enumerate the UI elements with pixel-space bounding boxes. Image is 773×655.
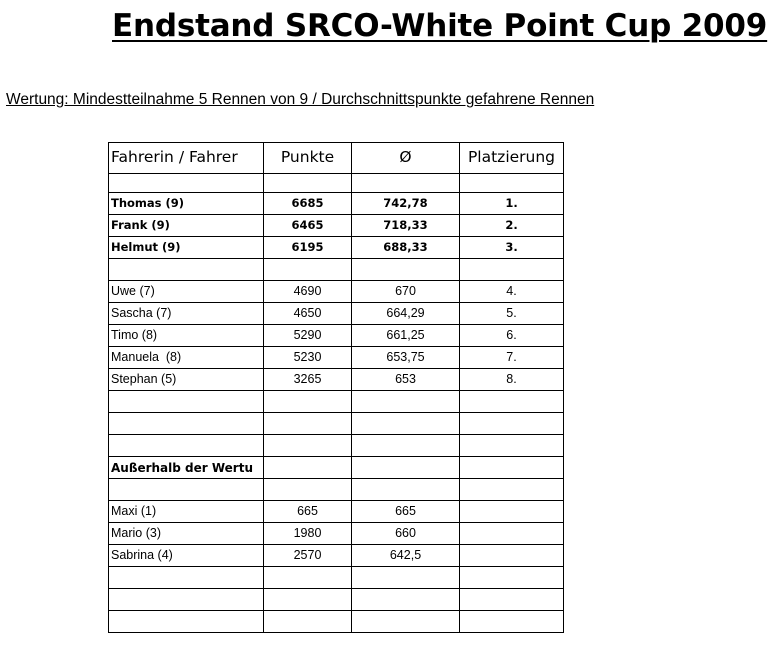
placement-value xyxy=(460,523,564,545)
placement-value xyxy=(460,545,564,567)
placement-value: 8. xyxy=(460,369,564,391)
points-value: 4650 xyxy=(264,303,352,325)
empty-cell xyxy=(460,174,564,193)
empty-cell xyxy=(264,589,352,611)
empty-row xyxy=(109,589,564,611)
empty-cell xyxy=(352,479,460,501)
average-value: 661,25 xyxy=(352,325,460,347)
placement-value xyxy=(460,501,564,523)
table-row xyxy=(109,347,564,369)
empty-row xyxy=(109,174,564,193)
placement-value: 7. xyxy=(460,347,564,369)
scoring-rule-subtitle: Wertung: Mindestteilnahme 5 Rennen von 9 / Durchschnittspunkte gefahrene Rennen xyxy=(6,91,595,108)
average-value: 665 xyxy=(352,501,460,523)
placement-value: 3. xyxy=(460,237,564,259)
driver-name: Stephan (5) xyxy=(109,369,264,391)
average-value: 653 xyxy=(352,369,460,391)
empty-cell xyxy=(264,174,352,193)
points-value: 5230 xyxy=(264,347,352,369)
header-average: Ø xyxy=(352,143,460,174)
points-value: 6195 xyxy=(264,237,352,259)
table-row xyxy=(109,523,564,545)
empty-cell xyxy=(109,435,264,457)
empty-cell xyxy=(109,611,264,633)
section-row xyxy=(109,457,564,479)
driver-name: Frank (9) xyxy=(109,215,264,237)
driver-name: Helmut (9) xyxy=(109,237,264,259)
empty-cell xyxy=(264,567,352,589)
empty-cell xyxy=(352,611,460,633)
table-row xyxy=(109,193,564,215)
empty-cell xyxy=(352,435,460,457)
empty-cell xyxy=(264,457,352,479)
empty-cell xyxy=(264,479,352,501)
driver-name: Thomas (9) xyxy=(109,193,264,215)
empty-cell xyxy=(352,391,460,413)
empty-cell xyxy=(352,259,460,281)
empty-cell xyxy=(460,413,564,435)
placement-value: 2. xyxy=(460,215,564,237)
empty-cell xyxy=(460,457,564,479)
page-title: Endstand SRCO-White Point Cup 2009 xyxy=(112,8,768,44)
points-value: 5290 xyxy=(264,325,352,347)
placement-value: 4. xyxy=(460,281,564,303)
empty-row xyxy=(109,413,564,435)
average-value: 664,29 xyxy=(352,303,460,325)
empty-cell xyxy=(264,413,352,435)
header-points: Punkte xyxy=(264,143,352,174)
driver-name: Sabrina (4) xyxy=(109,545,264,567)
points-value: 2570 xyxy=(264,545,352,567)
placement-value: 5. xyxy=(460,303,564,325)
driver-name: Uwe (7) xyxy=(109,281,264,303)
points-value: 3265 xyxy=(264,369,352,391)
empty-row xyxy=(109,435,564,457)
empty-row xyxy=(109,391,564,413)
empty-row xyxy=(109,479,564,501)
average-value: 642,5 xyxy=(352,545,460,567)
average-value: 653,75 xyxy=(352,347,460,369)
empty-cell xyxy=(109,413,264,435)
empty-cell xyxy=(352,589,460,611)
average-value: 660 xyxy=(352,523,460,545)
average-value: 718,33 xyxy=(352,215,460,237)
empty-cell xyxy=(264,391,352,413)
table-row xyxy=(109,501,564,523)
empty-cell xyxy=(109,391,264,413)
empty-cell xyxy=(109,174,264,193)
placement-value: 6. xyxy=(460,325,564,347)
points-value: 6685 xyxy=(264,193,352,215)
header-placement: Platzierung xyxy=(460,143,564,174)
average-value: 670 xyxy=(352,281,460,303)
empty-cell xyxy=(109,479,264,501)
driver-name: Maxi (1) xyxy=(109,501,264,523)
empty-cell xyxy=(352,174,460,193)
driver-name: Timo (8) xyxy=(109,325,264,347)
driver-name: Sascha (7) xyxy=(109,303,264,325)
table-row xyxy=(109,215,564,237)
table-row xyxy=(109,303,564,325)
header-driver: Fahrerin / Fahrer xyxy=(109,143,264,174)
empty-cell xyxy=(264,435,352,457)
empty-row xyxy=(109,567,564,589)
table-row xyxy=(109,237,564,259)
empty-cell xyxy=(109,589,264,611)
empty-cell xyxy=(352,457,460,479)
empty-cell xyxy=(352,567,460,589)
results-table xyxy=(108,142,564,633)
empty-cell xyxy=(460,611,564,633)
points-value: 1980 xyxy=(264,523,352,545)
empty-cell xyxy=(352,413,460,435)
table-row xyxy=(109,369,564,391)
empty-cell xyxy=(109,259,264,281)
section-label: Außerhalb der Wertu xyxy=(109,457,264,479)
empty-row xyxy=(109,611,564,633)
table-row xyxy=(109,545,564,567)
empty-cell xyxy=(460,567,564,589)
empty-cell xyxy=(460,479,564,501)
table-row xyxy=(109,325,564,347)
placement-value: 1. xyxy=(460,193,564,215)
empty-cell xyxy=(460,589,564,611)
empty-cell xyxy=(460,435,564,457)
average-value: 742,78 xyxy=(352,193,460,215)
points-value: 665 xyxy=(264,501,352,523)
driver-name: Manuela (8) xyxy=(109,347,264,369)
table-header-row xyxy=(109,143,564,174)
points-value: 4690 xyxy=(264,281,352,303)
average-value: 688,33 xyxy=(352,237,460,259)
empty-cell xyxy=(460,391,564,413)
empty-cell xyxy=(460,259,564,281)
points-value: 6465 xyxy=(264,215,352,237)
empty-cell xyxy=(264,259,352,281)
empty-row xyxy=(109,259,564,281)
table-row xyxy=(109,281,564,303)
driver-name: Mario (3) xyxy=(109,523,264,545)
empty-cell xyxy=(109,567,264,589)
empty-cell xyxy=(264,611,352,633)
